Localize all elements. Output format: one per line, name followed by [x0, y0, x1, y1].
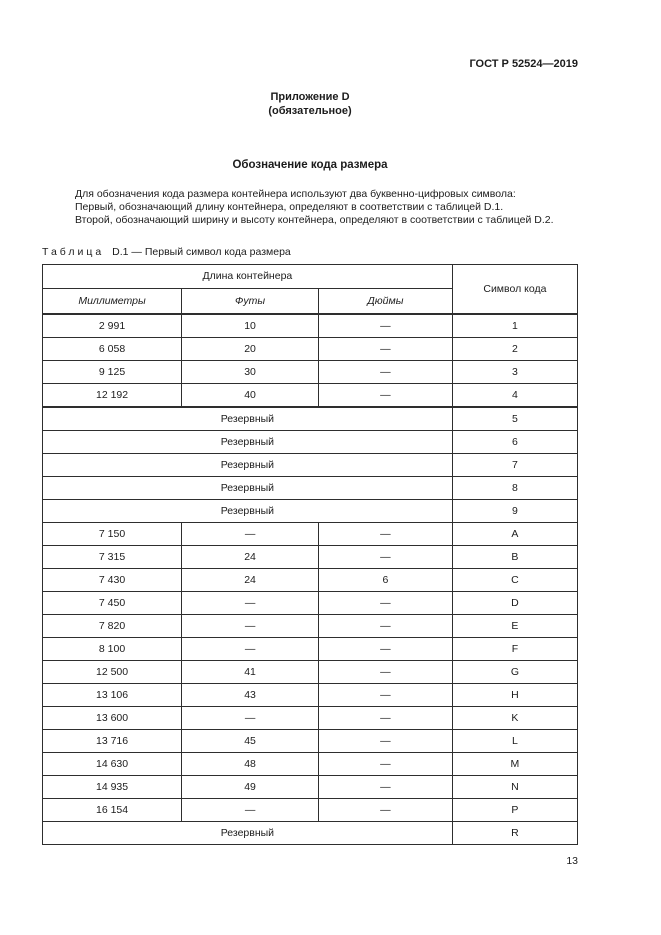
millimeters-cell: 13 106 [43, 684, 182, 707]
reserved-cell: Резервный [43, 822, 453, 845]
inches-cell: — [319, 799, 453, 822]
appendix-type: (обязательное) [268, 105, 352, 118]
group-header-row [43, 264, 578, 288]
size-row [43, 523, 578, 546]
inches-cell: — [319, 661, 453, 684]
feet-cell: 24 [182, 546, 319, 569]
size-row [43, 615, 578, 638]
code-cell: P [452, 799, 577, 822]
inches-cell: — [319, 638, 453, 661]
feet-cell: — [182, 638, 319, 661]
size-row [43, 546, 578, 569]
code-cell: N [452, 776, 577, 799]
reserved-cell: Резервный [43, 500, 453, 523]
code-cell: 6 [452, 431, 577, 454]
feet-cell: 48 [182, 753, 319, 776]
size-row [43, 730, 578, 753]
paragraph: Второй, обозначающий ширину и высоту контейнера, определяют в соответствии с таблицей D.2. [75, 214, 554, 227]
code-cell: C [452, 569, 577, 592]
feet-cell: 24 [182, 569, 319, 592]
inches-cell: — [319, 592, 453, 615]
column-header-inches: Дюймы [319, 288, 453, 314]
reserved-row [43, 431, 578, 454]
feet-cell: — [182, 592, 319, 615]
code-cell: B [452, 546, 577, 569]
feet-cell: 40 [182, 384, 319, 408]
size-row [43, 338, 578, 361]
code-cell: K [452, 707, 577, 730]
size-row [43, 707, 578, 730]
feet-cell: — [182, 799, 319, 822]
inches-cell: — [319, 730, 453, 753]
millimeters-cell: 7 430 [43, 569, 182, 592]
size-row [43, 384, 578, 408]
code-cell: G [452, 661, 577, 684]
millimeters-cell: 13 600 [43, 707, 182, 730]
paragraph: Первый, обозначающий длину контейнера, определяют в соответствии с таблицей D.1. [75, 201, 504, 214]
feet-cell: 20 [182, 338, 319, 361]
inches-cell: — [319, 776, 453, 799]
code-cell: A [452, 523, 577, 546]
feet-cell: 49 [182, 776, 319, 799]
code-cell: 5 [452, 407, 577, 431]
millimeters-cell: 7 150 [43, 523, 182, 546]
inches-cell: — [319, 753, 453, 776]
appendix-label: Приложение D [270, 91, 350, 103]
millimeters-cell: 8 100 [43, 638, 182, 661]
reserved-cell: Резервный [43, 407, 453, 431]
feet-cell: 41 [182, 661, 319, 684]
millimeters-cell: 14 935 [43, 776, 182, 799]
inches-cell: — [319, 707, 453, 730]
inches-cell: 6 [319, 569, 453, 592]
reserved-row [43, 407, 578, 431]
code-cell: F [452, 638, 577, 661]
inches-cell: — [319, 615, 453, 638]
section-title: Обозначение кода размера [232, 158, 388, 171]
reserved-cell: Резервный [43, 431, 453, 454]
reserved-row [43, 822, 578, 845]
column-header-feet: Футы [182, 288, 319, 314]
reserved-row [43, 454, 578, 477]
size-row [43, 799, 578, 822]
millimeters-cell: 14 630 [43, 753, 182, 776]
code-cell: 4 [452, 384, 577, 408]
millimeters-cell: 2 991 [43, 314, 182, 338]
table-caption-text: D.1 — Первый символ кода размера [112, 245, 291, 258]
inches-cell: — [319, 338, 453, 361]
feet-cell: — [182, 523, 319, 546]
code-cell: L [452, 730, 577, 753]
inches-cell: — [319, 314, 453, 338]
size-code-table-body [43, 314, 578, 845]
code-cell: 9 [452, 500, 577, 523]
table-caption-word: Таблица [42, 245, 105, 258]
millimeters-cell: 6 058 [43, 338, 182, 361]
feet-cell: — [182, 615, 319, 638]
size-row [43, 314, 578, 338]
length-group-header: Длина контейнера [43, 264, 453, 288]
feet-cell: — [182, 707, 319, 730]
paragraph: Для обозначения кода размера контейнера используют два буквенно-цифровых символа: [75, 187, 516, 200]
size-row [43, 776, 578, 799]
feet-cell: 45 [182, 730, 319, 753]
code-symbol-header: Символ кода [452, 264, 577, 314]
feet-cell: 30 [182, 361, 319, 384]
feet-cell: 10 [182, 314, 319, 338]
inches-cell: — [319, 684, 453, 707]
inches-cell: — [319, 384, 453, 408]
code-cell: 8 [452, 477, 577, 500]
code-cell: M [452, 753, 577, 776]
column-header-millimeters: Миллиметры [43, 288, 182, 314]
millimeters-cell: 12 500 [43, 661, 182, 684]
millimeters-cell: 7 450 [43, 592, 182, 615]
code-cell: 3 [452, 361, 577, 384]
size-row [43, 753, 578, 776]
size-row [43, 361, 578, 384]
millimeters-cell: 7 820 [43, 615, 182, 638]
inches-cell: — [319, 523, 453, 546]
inches-cell: — [319, 546, 453, 569]
page-number: 13 [566, 855, 578, 868]
reserved-cell: Резервный [43, 477, 453, 500]
appendix-heading [42, 90, 578, 119]
millimeters-cell: 13 716 [43, 730, 182, 753]
size-row [43, 684, 578, 707]
reserved-row [43, 500, 578, 523]
intro-paragraphs [42, 188, 578, 228]
size-row [43, 638, 578, 661]
feet-cell: 43 [182, 684, 319, 707]
millimeters-cell: 16 154 [43, 799, 182, 822]
millimeters-cell: 7 315 [43, 546, 182, 569]
size-row [43, 592, 578, 615]
reserved-cell: Резервный [43, 454, 453, 477]
code-cell: R [452, 822, 577, 845]
size-row [43, 661, 578, 684]
reserved-row [43, 477, 578, 500]
millimeters-cell: 12 192 [43, 384, 182, 408]
code-cell: 7 [452, 454, 577, 477]
document-code: ГОСТ Р 52524—2019 [469, 58, 578, 70]
code-cell: 2 [452, 338, 577, 361]
code-cell: 1 [452, 314, 577, 338]
inches-cell: — [319, 361, 453, 384]
code-cell: D [452, 592, 577, 615]
code-cell: E [452, 615, 577, 638]
millimeters-cell: 9 125 [43, 361, 182, 384]
code-cell: H [452, 684, 577, 707]
size-row [43, 569, 578, 592]
table-caption [42, 246, 578, 258]
size-code-table [42, 264, 578, 846]
